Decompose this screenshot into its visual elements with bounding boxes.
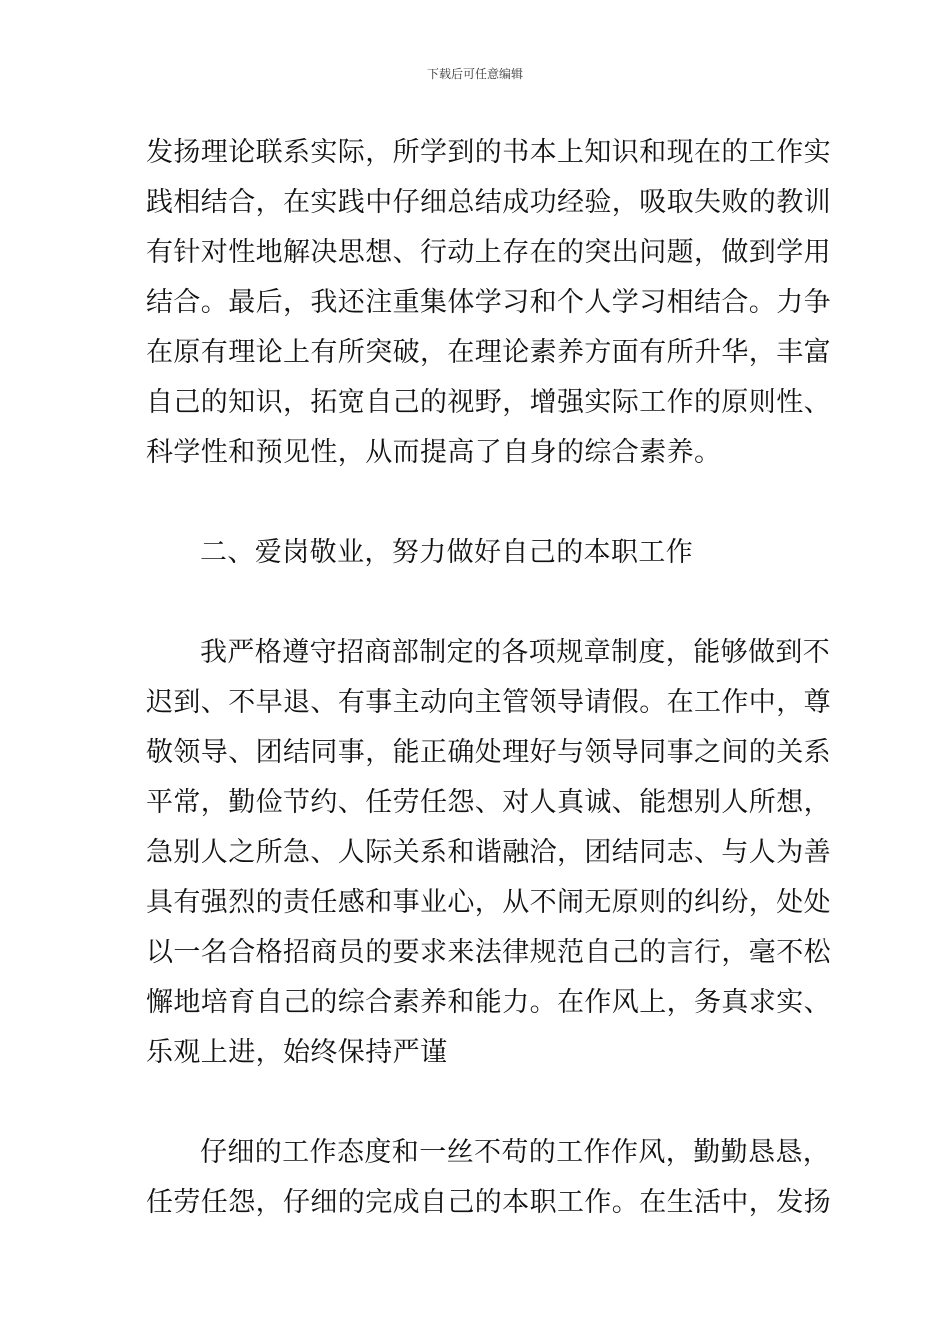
text-line: 任劳任怨，仔细的完成自己的本职工作。在生活中，发扬: [146, 1187, 831, 1218]
text-line: 发扬理论联系实际，所学到的书本上知识和现在的工作实: [146, 137, 831, 168]
text-line: 自己的知识，拓宽自己的视野，增强实际工作的原则性、: [146, 387, 831, 418]
section-heading-text: 二、爱岗敬业，努力做好自己的本职工作: [200, 537, 694, 568]
text-line: 乐观上进，始终保持严谨: [146, 1037, 448, 1068]
document-body: [146, 128, 831, 1228]
text-line: 平常，勤俭节约、任劳任怨、对人真诚、能想别人所想，: [146, 787, 831, 818]
text-line: 在原有理论上有所突破，在理论素养方面有所升华，丰富: [146, 337, 831, 368]
section-heading: [146, 528, 814, 578]
text-line: 急别人之所急、人际关系和谐融洽，团结同志、与人为善: [146, 837, 831, 868]
text-line: 践相结合，在实践中仔细总结成功经验，吸取失败的教训: [146, 187, 831, 218]
page-header: 下载后可任意编辑: [426, 67, 523, 81]
text-line: 我严格遵守招商部制定的各项规章制度，能够做到不: [200, 637, 831, 668]
paragraph: [146, 1128, 831, 1228]
text-line: 懈地培育自己的综合素养和能力。在作风上，务真求实、: [146, 987, 831, 1018]
text-line: 有针对性地解决思想、行动上存在的突出问题，做到学用: [146, 237, 831, 268]
text-line: 敬领导、团结同事，能正确处理好与领导同事之间的关系: [146, 737, 831, 768]
paragraph: [146, 128, 831, 478]
paragraph-spacer: [146, 578, 814, 628]
text-line: 具有强烈的责任感和事业心，从不闹无原则的纠纷，处处: [146, 887, 831, 918]
text-line: 仔细的工作态度和一丝不苟的工作作风，勤勤恳恳，: [200, 1137, 831, 1168]
text-line: 以一名合格招商员的要求来法律规范自己的言行，毫不松: [146, 937, 831, 968]
paragraph-spacer: [146, 478, 814, 528]
text-line: 迟到、不早退、有事主动向主管领导请假。在工作中，尊: [146, 687, 831, 718]
text-line: 科学性和预见性，从而提高了自身的综合素养。: [146, 437, 722, 468]
paragraph: [146, 628, 831, 1078]
paragraph-spacer: [146, 1078, 814, 1128]
text-line: 结合。最后，我还注重集体学习和个人学习相结合。力争: [146, 287, 831, 318]
